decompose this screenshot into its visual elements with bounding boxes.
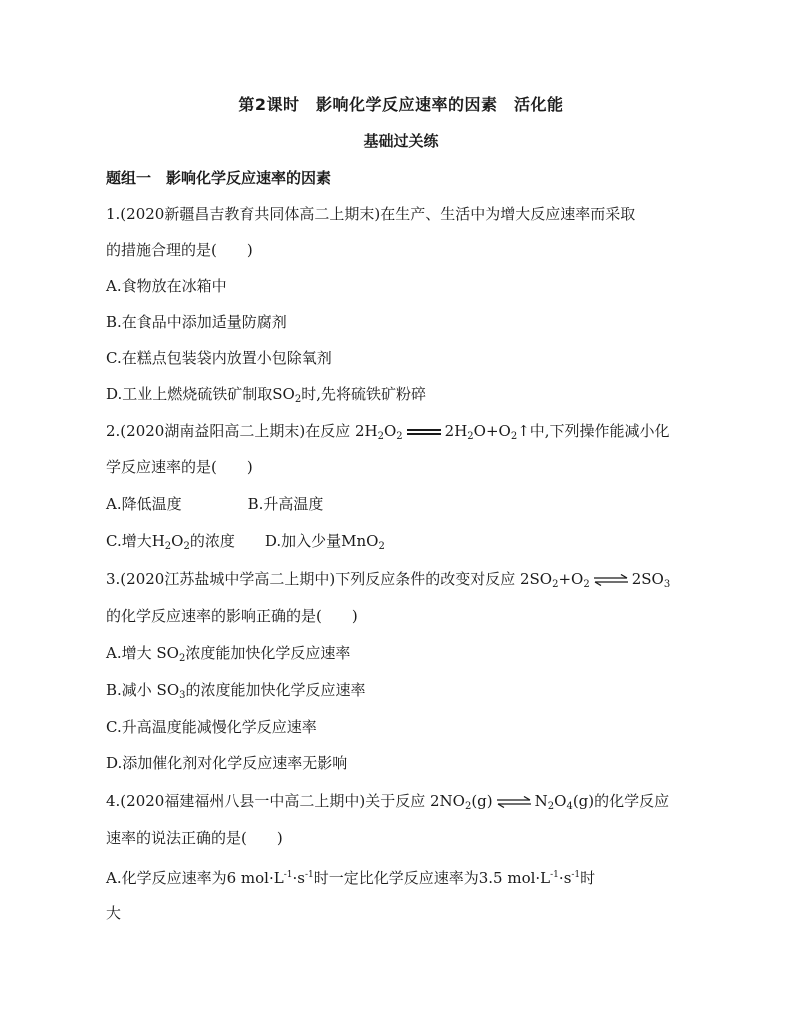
q4-option-a-text: 时 [580, 869, 596, 887]
q1-option-d-post: 时,先将硫铁矿粉碎 [301, 385, 426, 403]
q4-option-a-text: 时一定比化学反应速率为3.5 mol·L [313, 869, 551, 887]
q1-option-a: A.食物放在冰箱中 [106, 277, 227, 295]
q3-sub: 3 [663, 579, 671, 590]
q2-option-d-sub: 2 [378, 541, 385, 552]
q2-option-c-sub: 2 [183, 541, 190, 552]
reversible-arrow-icon [497, 796, 531, 808]
q1-option-d [106, 384, 426, 410]
q1-option-d-pre: D.工业上燃烧硫铁矿制取SO [106, 385, 295, 403]
q3-option-b-pre: B.减小 SO [106, 681, 180, 699]
q4-text: O [554, 792, 567, 810]
q2-option-c-post: 的浓度 [189, 532, 235, 550]
q4-text: (g) [471, 792, 493, 810]
q2-option-c-sub: 2 [164, 541, 172, 552]
q4-option-a-line2: 大 [106, 904, 122, 922]
q2-text: O+O [473, 422, 511, 440]
q2-stem-line1 [106, 421, 670, 447]
q2-option-c-mid: O [171, 532, 184, 550]
q2-sub: 2 [396, 431, 403, 442]
q2-options-ab [106, 494, 323, 514]
q4-sub: 4 [566, 801, 573, 812]
q3-text: 2SO [631, 570, 664, 588]
section-subtitle: 基础过关练 [363, 132, 439, 150]
q2-sub: 2 [377, 431, 384, 442]
q4-stem-line2: 速率的说法正确的是( ) [106, 829, 283, 847]
q2-option-b: B.升高温度 [247, 495, 324, 513]
page-title: 第2课时 影响化学反应速率的因素 活化能 [238, 95, 564, 114]
q4-option-a-text: ·s [558, 869, 572, 887]
q4-text: (g)的化学反应 [572, 792, 670, 810]
q4-sub: 2 [464, 801, 472, 812]
q4-option-a-sup: -1 [304, 870, 314, 880]
q2-option-d-pre: D.加入少量MnO [264, 532, 379, 550]
q3-option-a-sub: 2 [178, 653, 186, 664]
q4-text: N [534, 792, 548, 810]
q1-stem-line2: 的措施合理的是( ) [106, 241, 253, 259]
q4-option-a-sup: -1 [283, 870, 293, 880]
reversible-arrow-icon [594, 574, 628, 586]
q4-option-a-line1 [106, 865, 595, 888]
q3-option-d: D.添加催化剂对化学反应速率无影响 [106, 754, 348, 772]
q2-text: ↑中,下列操作能减小化 [517, 422, 670, 440]
q3-option-c: C.升高温度能减慢化学反应速率 [106, 718, 317, 736]
q3-stem-line2: 的化学反应速率的影响正确的是( ) [106, 607, 358, 625]
q2-stem-line2: 学反应速率的是( ) [106, 458, 253, 476]
q3-sub: 2 [583, 579, 590, 590]
q2-stem-pre: 2.(2020湖南益阳高二上期末)在反应 2H [106, 422, 378, 440]
q1-option-b: B.在食品中添加适量防腐剂 [106, 313, 287, 331]
q4-stem-pre: 4.(2020福建福州八县一中高二上期中)关于反应 2NO [106, 792, 465, 810]
q1-option-d-sub: 2 [294, 394, 302, 405]
q2-option-a: A.降低温度 [106, 495, 182, 513]
q3-option-a-pre: A.增大 SO [106, 644, 179, 662]
q2-sub: 2 [510, 431, 518, 442]
q2-text: O [383, 422, 397, 440]
q3-option-a [106, 643, 350, 669]
q4-option-a-sup: -1 [571, 870, 581, 880]
q3-stem-line1 [106, 569, 670, 595]
equals-sign-icon [407, 426, 441, 438]
q3-sub: 2 [552, 579, 559, 590]
q4-sub: 2 [547, 801, 555, 812]
q3-text: +O [558, 570, 584, 588]
q4-option-a-text: A.化学反应速率为6 mol·L [106, 869, 284, 887]
q2-sub: 2 [467, 431, 474, 442]
q3-option-b [106, 680, 366, 706]
q2-text: 2H [444, 422, 468, 440]
q4-stem-line1 [106, 791, 669, 817]
q3-option-a-post: 浓度能加快化学反应速率 [185, 644, 351, 662]
q1-option-c: C.在糕点包装袋内放置小包除氧剂 [106, 349, 332, 367]
q3-option-b-sub: 3 [179, 690, 186, 701]
q2-option-c-pre: C.增大H [106, 532, 165, 550]
q4-option-a-sup: -1 [550, 870, 559, 880]
group-heading: 题组一 影响化学反应速率的因素 [106, 169, 332, 187]
q2-options-cd [106, 531, 385, 557]
q4-option-a-text: ·s [292, 869, 305, 887]
q3-option-b-post: 的浓度能加快化学反应速率 [185, 681, 366, 699]
q1-stem-line1: 1.(2020新疆昌吉教育共同体高二上期末)在生产、生活中为增大反应速率而采取 [106, 205, 636, 223]
q3-stem-pre: 3.(2020江苏盐城中学高二上期中)下列反应条件的改变对反应 2SO [106, 570, 553, 588]
